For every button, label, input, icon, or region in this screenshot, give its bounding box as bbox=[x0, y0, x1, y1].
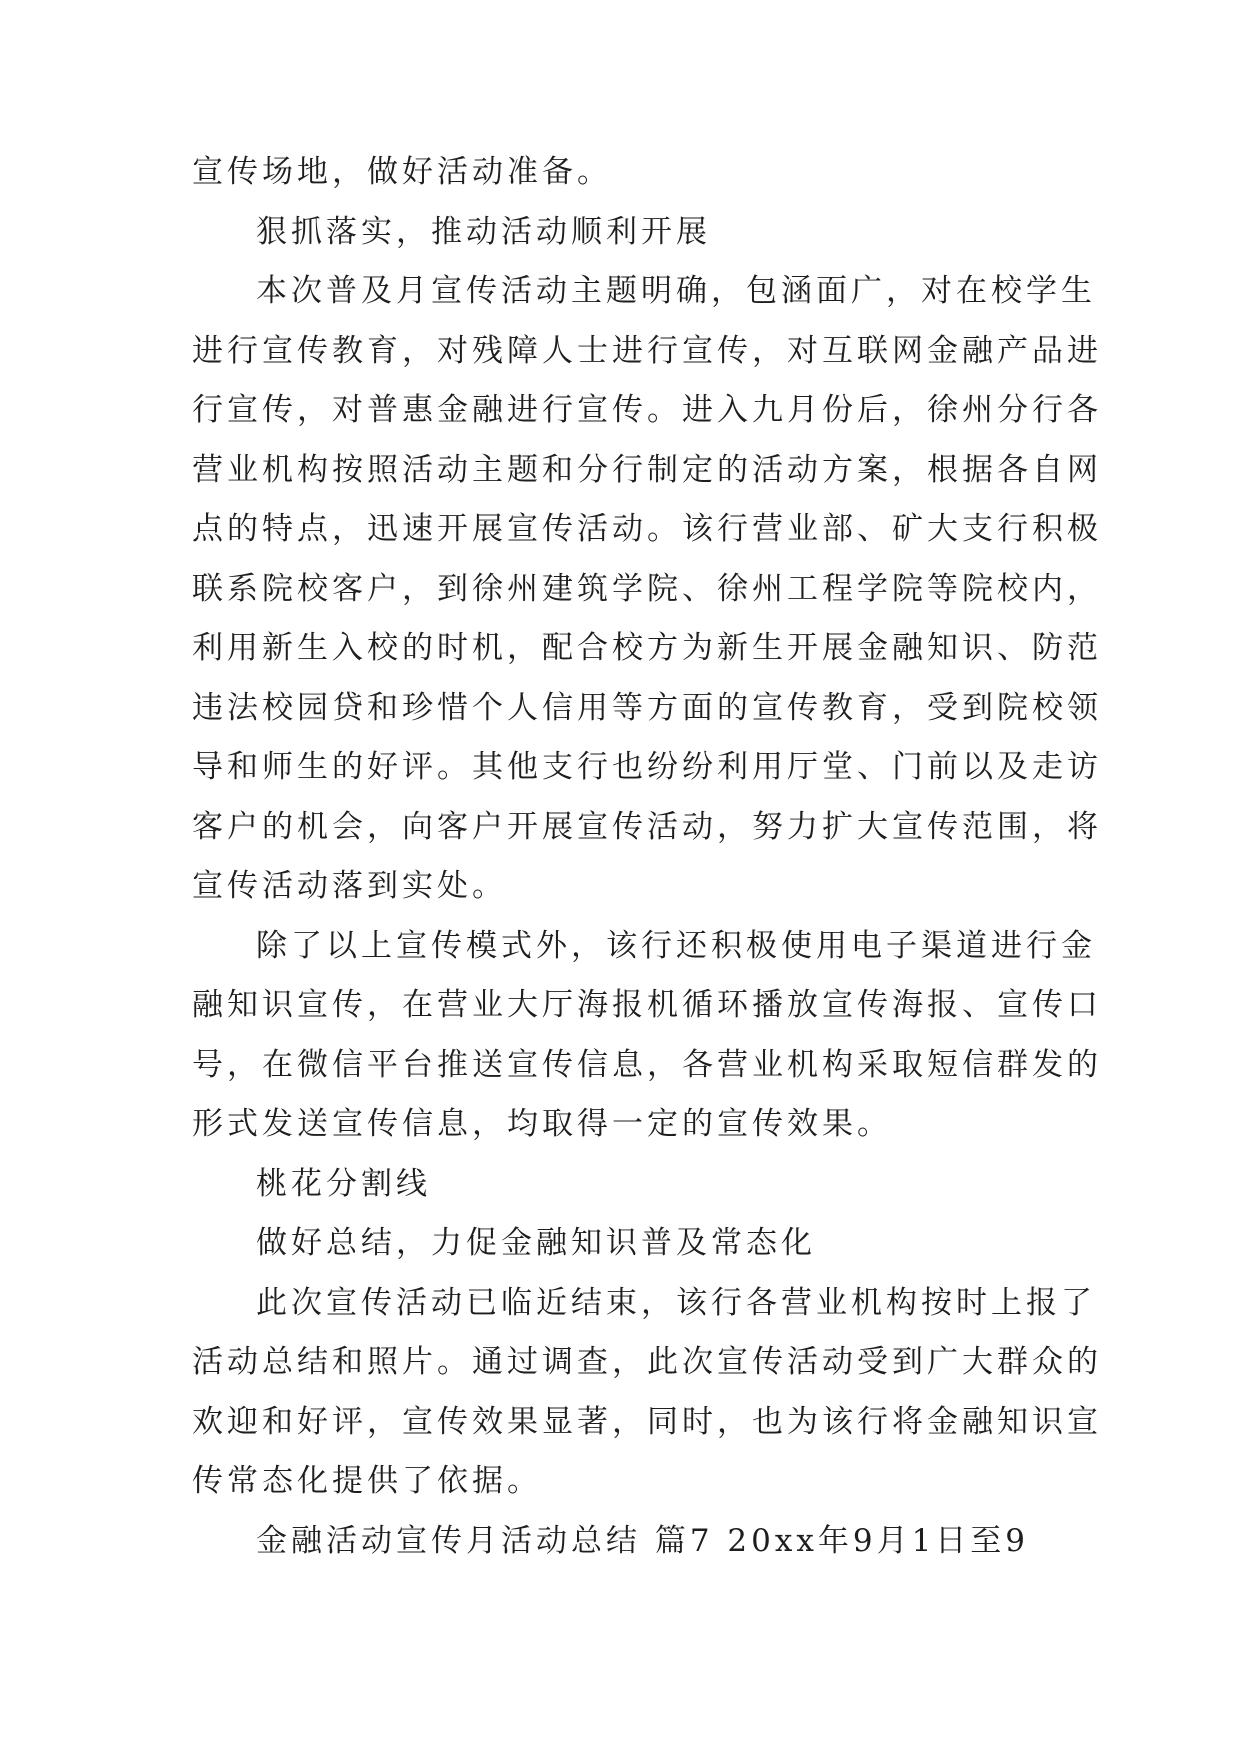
text-line: 宣传场地，做好活动准备。 bbox=[192, 154, 612, 190]
text-line: 本次普及月宣传活动主题明确，包涵面广，对在校学生 bbox=[256, 273, 1096, 309]
text-line: 客户的机会，向客户开展宣传活动，努力扩大宣传范围，将 bbox=[192, 808, 1102, 845]
text-line: 除了以上宣传模式外，该行还积极使用电子渠道进行金 bbox=[256, 927, 1096, 964]
text-line: 点的特点，迅速开展宣传活动。该行营业部、矿大支行积极 bbox=[192, 511, 1102, 547]
text-line: 活动总结和照片。通过调查，此次宣传活动受到广大群众的 bbox=[192, 1344, 1102, 1380]
text-line: 导和师生的好评。其他支行也纷纷利用厅堂、门前以及走访 bbox=[192, 749, 1102, 785]
text-line: 进行宣传教育，对残障人士进行宣传，对互联网金融产品进 bbox=[192, 332, 1102, 369]
section-heading: 狠抓落实，推动活动顺利开展 bbox=[256, 213, 711, 250]
text-line: 融知识宣传，在营业大厅海报机循环播放宣传海报、宣传口 bbox=[192, 987, 1102, 1023]
text-line: 宣传活动落到实处。 bbox=[192, 868, 507, 904]
text-line: 违法校园贷和珍惜个人信用等方面的宣传教育，受到院校领 bbox=[192, 689, 1102, 726]
text-line: 行宣传，对普惠金融进行宣传。进入九月份后，徐州分行各 bbox=[192, 392, 1102, 428]
text-line: 形式发送宣传信息，均取得一定的宣传效果。 bbox=[192, 1106, 892, 1142]
divider-label: 桃花分割线 bbox=[256, 1165, 431, 1202]
text-line: 利用新生入校的时机，配合校方为新生开展金融知识、防范 bbox=[192, 630, 1102, 666]
text-line: 传常态化提供了依据。 bbox=[192, 1463, 542, 1499]
section-title-line: 金融活动宣传月活动总结 篇7 20xx年9月1日至9 bbox=[256, 1522, 1030, 1559]
text-line: 欢迎和好评，宣传效果显著，同时，也为该行将金融知识宣 bbox=[192, 1403, 1102, 1440]
text-line: 联系院校客户，到徐州建筑学院、徐州工程学院等院校内， bbox=[192, 570, 1102, 607]
text-line: 此次宣传活动已临近结束，该行各营业机构按时上报了 bbox=[256, 1284, 1096, 1321]
document-body bbox=[192, 143, 1102, 1571]
section-heading: 做好总结，力促金融知识普及常态化 bbox=[256, 1225, 816, 1261]
text-line: 营业机构按照活动主题和分行制定的活动方案，根据各自网 bbox=[192, 451, 1102, 488]
text-line: 号，在微信平台推送宣传信息，各营业机构采取短信群发的 bbox=[192, 1046, 1102, 1083]
